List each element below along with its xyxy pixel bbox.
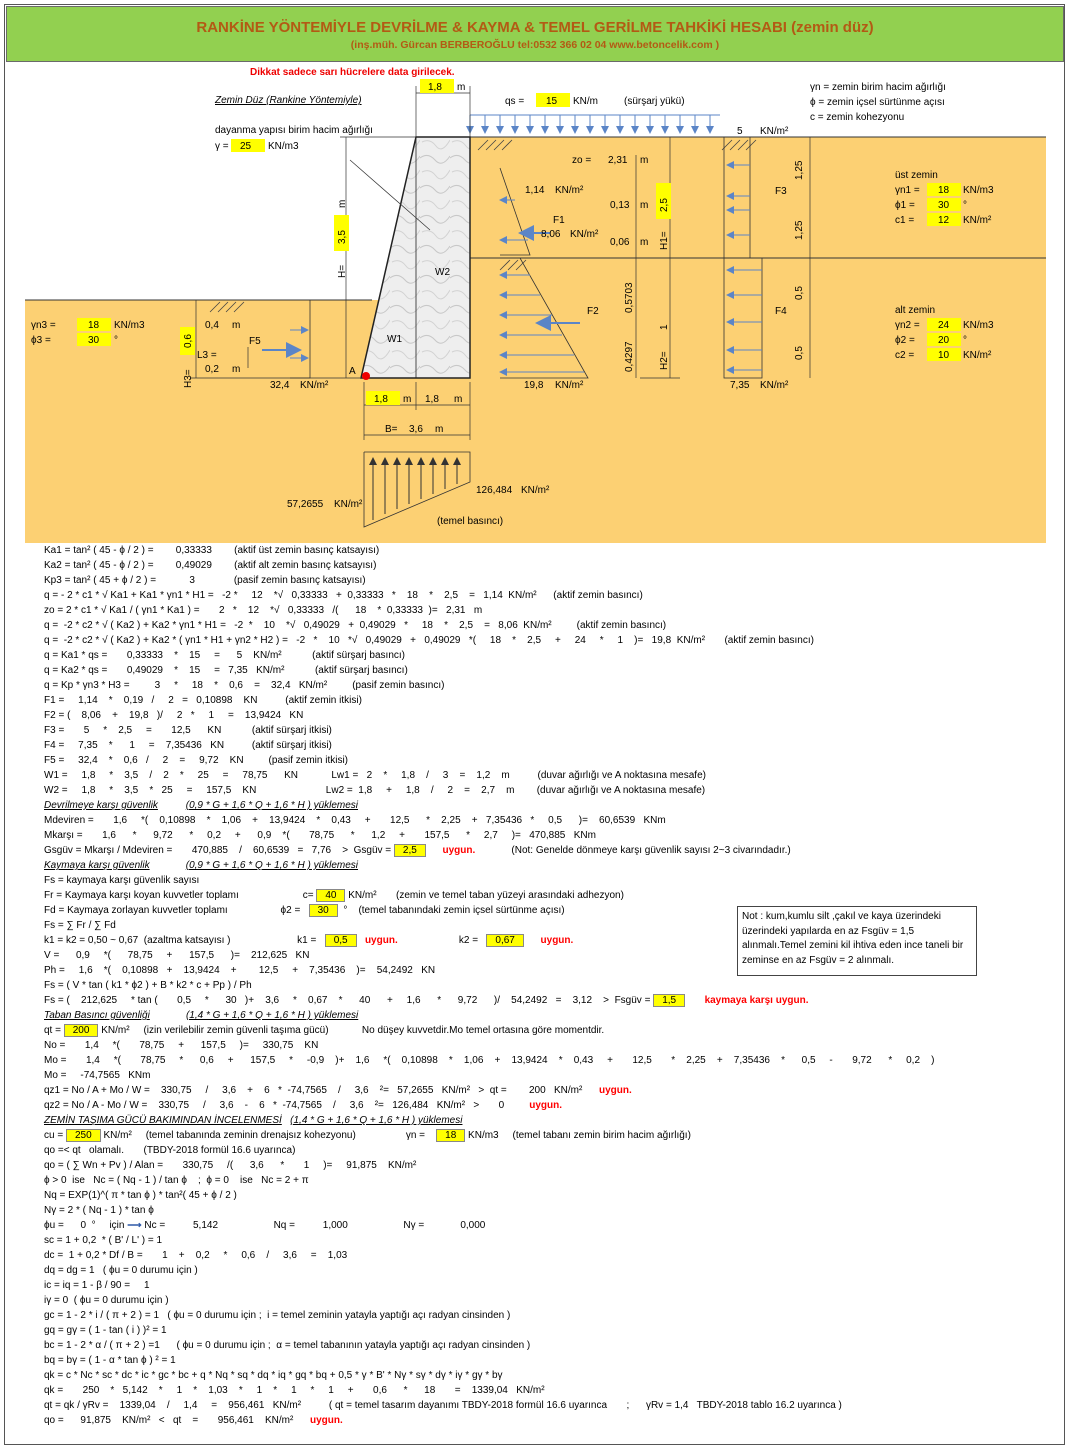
tasima-load: (1,4 * G + 1,6 * Q + 1,6 * H ) yüklemesi	[290, 1115, 463, 1126]
surcharge-top-unit: KN/m²	[760, 126, 789, 137]
lower-soil-title: alt zemin	[895, 305, 936, 316]
dim-013: 0,13	[610, 200, 630, 211]
calc-line: qo =< qt olamalı. (TBDY-2018 formül 16.6 uyarınca)	[44, 1145, 296, 1156]
wall-unit-label: dayanma yapısı birim hacim ağırlığı	[215, 125, 373, 136]
top-width-value: 1,8	[428, 82, 442, 93]
qz1-line: qz1 = No / A + Mo / W = 330,75 / 3,6 + 6 * -74,7565 / 3,6 ²= 57,2655 KN/m² > qt = 200 KN/m²	[44, 1085, 583, 1096]
front-soil-phi-value: 30	[88, 335, 100, 346]
calc-line: qk = 250 * 5,142 * 1 * 1,03 * 1 * 1 * 1 + 0,6 * 18 = 1339,04 KN/m²	[44, 1385, 545, 1396]
qt-input[interactable]: 200	[64, 1024, 99, 1037]
dim-05703: 0,5703	[624, 282, 635, 313]
calc-line: iγ = 0 ( ϕu = 0 durumu için )	[44, 1295, 169, 1306]
psur-value: 7,35	[730, 380, 750, 391]
calc-line: q = -2 * c2 * √ ( Ka2 ) + Ka2 * γn1 * H1 = -2 * 10 *√ 0,49029 + 0,49029 * 18 * 2,5 = 8,06 KN/m² (aktif zemin basıncı)	[44, 620, 667, 631]
fs-row	[44, 993, 1054, 1008]
final-ok: uygun.	[309, 1415, 343, 1426]
calc-line: W1 = 1,8 * 3,5 / 2 * 25 = 78,75 KN Lw1 = 2 * 1,8 / 3 = 1,2 m (duvar ağırlığı ve A noktasına mesafe)	[44, 770, 706, 781]
qs-unit: KN/m	[573, 96, 598, 107]
f5-label: F5	[249, 336, 261, 347]
dim-04297: 0,4297	[624, 341, 635, 372]
dim-006-unit: m	[640, 237, 649, 248]
qt-unit: KN/m²	[101, 1025, 130, 1036]
front-soil-gn-value: 18	[88, 320, 100, 331]
phi2-label: ϕ2 =	[280, 905, 301, 916]
lower-soil-phi-label: ϕ2 =	[895, 335, 915, 346]
l3-label: L3 =	[197, 350, 217, 361]
calc-line: qo = ( ∑ Wn + Pv ) / Alan = 330,75 /( 3,6 * 1 )= 91,875 KN/m²	[44, 1160, 417, 1171]
phi2-input[interactable]: 30	[309, 904, 338, 917]
calc-line: gq = gγ = ( 1 - tan ( i ) )² = 1	[44, 1325, 167, 1336]
devrilme-load: (0,9 * G + 1,6 * Q + 1,6 * H ) yüklemesi	[185, 800, 359, 811]
c-input[interactable]: 40	[316, 889, 345, 902]
kayma-heading	[44, 858, 1054, 873]
lower-soil-gn-label: γn2 =	[895, 320, 920, 331]
retaining-wall-diagram	[0, 0, 1071, 545]
legend-phi: ϕ = zemin içsel sürtünme açısı	[810, 97, 945, 108]
gsguv-ok: uygun.	[442, 845, 476, 856]
calc-line: Kp3 = tan² ( 45 + ϕ / 2 ) = 3 (pasif zemin basınç katsayısı)	[44, 575, 366, 586]
k2-ok: uygun.	[540, 935, 574, 946]
gsguv-note: (Not: Genelde dönmeye karşı güvenlik sayısı 2~3 civarındadır.)	[511, 845, 791, 856]
fs-def: Fs = kaymaya karşı güvenlik sayısı	[44, 875, 200, 886]
gn-desc: (temel tabanı zemin birim hacim ağırlığı)	[512, 1130, 691, 1141]
dim-04: 0,4	[205, 320, 219, 331]
gamma-value: 25	[240, 141, 252, 152]
lower-soil-area	[25, 378, 1046, 543]
b-label: B=	[385, 424, 398, 435]
page-title: RANKİNE YÖNTEMİYLE DEVRİLME & KAYMA & TEMEL GERİLME TAHKİKİ HESABI (zemin düz)	[196, 19, 874, 36]
upper-soil-phi-value: 30	[938, 200, 950, 211]
pbot-unit: KN/m²	[555, 380, 584, 391]
fsguv-input[interactable]: 1,5	[653, 994, 685, 1007]
phiu-line-b: Nc = 5,142 Nq = 1,000 Nγ = 0,000	[144, 1220, 486, 1231]
taban-heading	[44, 1008, 1054, 1023]
dim-013-unit: m	[640, 200, 649, 211]
p1-value: 1,14	[525, 185, 545, 196]
method-label: Zemin Düz (Rankine Yöntemiyle)	[215, 95, 362, 106]
phi2-desc: (temel tabanındaki zemin içsel sürtünme açısı)	[358, 905, 565, 916]
c-desc: (zemin ve temel taban yüzeyi arasındaki adhezyon)	[396, 890, 624, 901]
heel-unit: m	[454, 394, 463, 405]
calc-line: gc = 1 - 2 * i / ( π + 2 ) = 1 ( ϕu = 0 durumu için ; i = temel zeminin yatayla yaptığı açı radyan cinsinden )	[44, 1310, 511, 1321]
lower-soil-phi-unit: °	[963, 335, 967, 346]
b-unit: m	[435, 424, 444, 435]
upper-soil-c-value: 12	[938, 215, 950, 226]
calc-line: qk = c * Nc * sc * dc * ic * gc * bc + q * Nq * sq * dq * iq * gq * bq + 0,5 * γ * B' * Nγ * sγ * dγ * iγ * gγ * bγ	[44, 1370, 503, 1381]
front-soil-gn-label: γn3 =	[31, 320, 56, 331]
calc-line: Mo = 1,4 *( 78,75 * 0,6 + 157,5 * -0,9 )+ 1,6 *( 0,10898 * 1,06 + 13,9424 * 0,43 + 12,5 * 2,25 + 7,35436 * 0,5 - 9,72 * 0,2 )	[44, 1055, 935, 1066]
gsguv-input[interactable]: 2,5	[394, 844, 426, 857]
qt-label: qt =	[44, 1025, 61, 1036]
phi2-unit: °	[343, 905, 348, 916]
k-line: k1 = k2 = 0,50 ~ 0,67 (azaltma katsayısı )	[44, 935, 231, 946]
toe-value: 1,8	[374, 394, 388, 405]
point-a-label: A	[349, 366, 356, 377]
lower-soil-c-label: c2 =	[895, 350, 915, 361]
cu-label: cu =	[44, 1130, 64, 1141]
upper-soil-gn-value: 18	[938, 185, 950, 196]
warning-text: Dikkat sadece sarı hücrelere data girilecek.	[250, 67, 455, 78]
k2-label: k2 =	[458, 935, 479, 946]
legend-c: c = zemin kohezyonu	[810, 112, 905, 123]
calculation-sheet	[44, 543, 1054, 1428]
page-subtitle: (inş.müh. Gürcan BERBEROĞLU tel:0532 366 02 04 www.betoncelik.com )	[350, 39, 720, 51]
point-a-marker	[362, 372, 370, 380]
calc-line: W2 = 1,8 * 3,5 * 25 = 157,5 KN Lw2 = 1,8 + 1,8 / 2 = 2,7 m (duvar ağırlığı ve A noktasına mesafe)	[44, 785, 706, 796]
k2-input[interactable]: 0,67	[486, 934, 523, 947]
w1-label: W1	[387, 334, 402, 345]
qz2-ok: uygun.	[529, 1100, 563, 1111]
c-label: c=	[302, 890, 314, 901]
heel-value: 1,8	[425, 394, 439, 405]
cu-input[interactable]: 250	[66, 1129, 101, 1142]
cu-row	[44, 1128, 1054, 1143]
qz2-value: 126,484	[476, 485, 513, 496]
c-unit: KN/m²	[348, 890, 377, 901]
calc-line: Mkarşı = 1,6 * 9,72 * 0,2 + 0,9 *( 78,75 * 1,2 + 157,5 * 2,7 )= 470,885 KNm	[44, 830, 596, 841]
fr-row	[44, 888, 1054, 903]
final-row	[44, 1413, 1054, 1428]
h2-label: H2=	[659, 351, 670, 370]
qt-row	[44, 1023, 1054, 1038]
kayma-load: (0,9 * G + 1,6 * Q + 1,6 * H ) yüklemesi	[185, 860, 359, 871]
calc-line: ic = iq = 1 - β / 90 = 1	[44, 1280, 150, 1291]
qt-desc: (izin verilebilir zemin güvenli taşıma gücü) No düşey kuvvetdir.Mo temel ortasına göre momentdir.	[143, 1025, 605, 1036]
upper-soil-phi-unit: °	[963, 200, 967, 211]
phiu-line-a: ϕu = 0 ° için	[44, 1220, 125, 1231]
taban-load: (1,4 * G + 1,6 * Q + 1,6 * H ) yüklemesi	[185, 1010, 359, 1021]
upper-soil-title: üst zemin	[895, 170, 938, 181]
calc-line: V = 0,9 *( 78,75 + 157,5 )= 212,625 KN	[44, 950, 310, 961]
qz2-line: qz2 = No / A - Mo / W = 330,75 / 3,6 - 6 * -74,7565 / 3,6 ²= 126,484 KN/m² > 0	[44, 1100, 505, 1111]
upper-soil-gn-label: γn1 =	[895, 185, 920, 196]
calc-line: No = 1,4 *( 78,75 + 157,5 )= 330,75 KN	[44, 1040, 319, 1051]
calc-line: q = Ka2 * qs = 0,49029 * 15 = 7,35 KN/m² (aktif sürşarj basıncı)	[44, 665, 408, 676]
calc-line: sc = 1 + 0,2 * ( B' / L' ) = 1	[44, 1235, 163, 1246]
tasima-title: ZEMİN TAŞIMA GÜCÜ BAKIMINDAN İNCELENMESİ	[44, 1115, 282, 1126]
upper-soil-phi-label: ϕ1 =	[895, 200, 915, 211]
calc-line: Nq = EXP(1)^( π * tan ϕ ) * tan²( 45 + ϕ / 2 )	[44, 1190, 237, 1201]
h1-value: 2,5	[659, 198, 670, 212]
fs-note-box: Not : kum,kumlu silt ,çakıl ve kaya üzerindeki üzerindeki yapılarda en az Fsgüv = 1,5 alınmalı.Temel zemini kil ihtiva eden ince taneli bir zeminse en az Fsgüv = 2 alınmalı.	[737, 906, 977, 976]
qz2-row	[44, 1098, 1054, 1113]
dim-05b: 0,5	[794, 346, 805, 360]
gamma-unit: KN/m3	[268, 141, 299, 152]
calc-line: q = - 2 * c1 * √ Ka1 + Ka1 * γn1 * H1 = -2 * 12 *√ 0,33333 + 0,33333 * 18 * 2,5 = 1,14 KN/m² (aktif zemin basıncı)	[44, 590, 643, 601]
h-label: H=	[337, 264, 348, 278]
front-soil-gn-unit: KN/m3	[114, 320, 145, 331]
p2-value: 8,06	[541, 229, 561, 240]
cu-desc: (temel tabanında zeminin drenajsız kohezyonu)	[145, 1130, 356, 1141]
dim-006: 0,06	[610, 237, 630, 248]
wall-body	[361, 137, 470, 378]
gsguv-row	[44, 843, 1054, 858]
calc-line: q = Ka1 * qs = 0,33333 * 15 = 5 KN/m² (aktif sürşarj basıncı)	[44, 650, 405, 661]
fs-line: Fs = ( 212,625 * tan ( 0,5 * 30 )+ 3,6 * 0,67 * 40 + 1,6 * 9,72 )/ 54,2492 = 3,12 > Fsgüv =	[44, 995, 651, 1006]
kayma-title: Kaymaya karşı güvenlik	[44, 860, 150, 871]
taban-title: Taban Basıncı güvenliği	[44, 1010, 150, 1021]
top-width-unit: m	[457, 82, 466, 93]
calc-line: bq = bγ = ( 1 - α * tan ϕ ) ² = 1	[44, 1355, 176, 1366]
calc-line: Mo = -74,7565 KNm	[44, 1070, 151, 1081]
calc-line: Fs = ( V * tan ( k1 * ϕ2 ) + B * k2 * c + Pp ) / Ph	[44, 980, 252, 991]
dim-04-unit: m	[232, 320, 241, 331]
base-pressure-label: (temel basıncı)	[437, 516, 504, 527]
fs-ok: kaymaya karşı uygun.	[704, 995, 809, 1006]
qz2-unit: KN/m²	[521, 485, 550, 496]
calc-line: F1 = 1,14 * 0,19 / 2 = 0,10898 KN (aktif zemin itkisi)	[44, 695, 362, 706]
zo-value: 2,31	[608, 155, 628, 166]
w2-label: W2	[435, 267, 450, 278]
h-value: 3,5	[337, 230, 348, 244]
surcharge-top-value: 5	[737, 126, 743, 137]
qs-desc: (sürşarj yükü)	[624, 96, 685, 107]
cu-unit: KN/m²	[103, 1130, 132, 1141]
phiu-row	[44, 1218, 1054, 1233]
calc-line: dq = dg = 1 ( ϕu = 0 durumu için )	[44, 1265, 198, 1276]
arrow-right-icon: ⟶	[127, 1220, 142, 1231]
final-line: qo = 91,875 KN/m² < qt = 956,461 KN/m²	[44, 1415, 294, 1426]
fd-def: Fd = Kaymaya zorlayan kuvvetler toplamı	[44, 905, 228, 916]
qs-value: 15	[546, 96, 558, 107]
h1-label: H1=	[659, 231, 670, 250]
dim-125a: 1,25	[794, 160, 805, 180]
h3-label: H3=	[183, 369, 194, 388]
lower-soil-gn-value: 24	[938, 320, 950, 331]
b-value: 3,6	[409, 424, 423, 435]
f2-label: F2	[587, 306, 599, 317]
k1-label: k1 =	[297, 935, 317, 946]
devrilme-title: Devrilmeye karşı güvenlik	[44, 800, 158, 811]
dim-02: 0,2	[205, 364, 219, 375]
calc-line: Nγ = 2 * ( Nq - 1 ) * tan ϕ	[44, 1205, 154, 1216]
gn-unit: KN/m3	[468, 1130, 499, 1141]
gn-input[interactable]: 18	[436, 1129, 465, 1142]
calc-line: Ka1 = tan² ( 45 - ϕ / 2 ) = 0,33333 (aktif üst zemin basınç katsayısı)	[44, 545, 380, 556]
legend-gamma: γn = zemin birim hacim ağırlığı	[810, 82, 946, 93]
gamma-label: γ =	[215, 141, 229, 152]
upper-soil-gn-unit: KN/m3	[963, 185, 994, 196]
pp-value: 32,4	[270, 380, 290, 391]
qz1-value: 57,2655	[287, 499, 324, 510]
front-soil-phi-label: ϕ3 =	[31, 335, 51, 346]
qz1-row	[44, 1083, 1054, 1098]
zo-unit: m	[640, 155, 649, 166]
calc-line: Ph = 1,6 *( 0,10898 + 13,9424 + 12,5 + 7,35436 )= 54,2492 KN	[44, 965, 436, 976]
fr-def: Fr = Kaymaya karşı koyan kuvvetler toplamı	[44, 890, 239, 901]
qz1-ok: uygun.	[599, 1085, 632, 1096]
calc-line: F3 = 5 * 2,5 = 12,5 KN (aktif sürşarj itkisi)	[44, 725, 332, 736]
pbot-value: 19,8	[524, 380, 544, 391]
upper-soil-c-unit: KN/m²	[963, 215, 992, 226]
lower-soil-gn-unit: KN/m3	[963, 320, 994, 331]
calc-line: dc = 1 + 0,2 * Df / B = 1 + 0,2 * 0,6 / 3,6 = 1,03	[44, 1250, 348, 1261]
dim-05a: 0,5	[794, 286, 805, 300]
gsguv-line: Gsgüv = Mkarşı / Mdeviren = 470,885 / 60,6539 = 7,76 > Gsgüv =	[44, 845, 392, 856]
calc-line: bc = 1 - 2 * α / ( π + 2 ) =1 ( ϕu = 0 durumu için ; α = temel tabanının yatayla yaptığı açı radyan cinsinden )	[44, 1340, 531, 1351]
calc-line: q = Kp * γn3 * H3 = 3 * 18 * 0,6 = 32,4 KN/m² (pasif zemin basıncı)	[44, 680, 445, 691]
f4-label: F4	[775, 306, 787, 317]
gn-label: γn =	[405, 1130, 426, 1141]
qs-label: qs =	[505, 96, 525, 107]
p1-unit: KN/m²	[555, 185, 584, 196]
devrilme-heading	[44, 798, 1054, 813]
dim-02-unit: m	[232, 364, 241, 375]
qz1-unit: KN/m²	[334, 499, 363, 510]
h2-value: 1	[659, 324, 670, 330]
calc-line: q = -2 * c2 * √ ( Ka2 ) + Ka2 * ( γn1 * H1 + γn2 * H2 ) = -2 * 10 *√ 0,49029 + 0,49029 *( 18 * 2,5 + 24 * 1 )= 19,8 KN/m² (aktif zemin basıncı)	[44, 635, 814, 646]
tasima-heading	[44, 1113, 1054, 1128]
calc-line: zo = 2 * c1 * √ Ka1 / ( γn1 * Ka1 ) = 2 * 12 *√ 0,33333 /( 18 * 0,33333 )= 2,31 m	[44, 605, 483, 616]
p2-unit: KN/m²	[570, 229, 599, 240]
calc-line: Mdeviren = 1,6 *( 0,10898 * 1,06 + 13,9424 * 0,43 + 12,5 * 2,25 + 7,35436 * 0,5 )= 60,6539 KNm	[44, 815, 666, 826]
pp-unit: KN/m²	[300, 380, 329, 391]
toe-unit: m	[403, 394, 412, 405]
calc-line: ϕ > 0 ise Nc = ( Nq - 1 ) / tan ϕ ; ϕ = 0 ise Nc = 2 + π	[44, 1175, 309, 1186]
f1-label: F1	[553, 215, 565, 226]
calc-line: F5 = 32,4 * 0,6 / 2 = 9,72 KN (pasif zemin itkisi)	[44, 755, 349, 766]
zo-label: zo =	[572, 155, 592, 166]
front-soil-phi-unit: °	[114, 335, 118, 346]
h3-value: 0,6	[183, 334, 194, 348]
dim-125b: 1,25	[794, 220, 805, 240]
upper-soil-c-label: c1 =	[895, 215, 915, 226]
lower-soil-phi-value: 20	[938, 335, 950, 346]
calc-line: F2 = ( 8,06 + 19,8 )/ 2 * 1 = 13,9424 KN	[44, 710, 304, 721]
calc-line: F4 = 7,35 * 1 = 7,35436 KN (aktif sürşarj itkisi)	[44, 740, 332, 751]
lower-soil-c-value: 10	[938, 350, 950, 361]
calc-line: qt = qk / γRv = 1339,04 / 1,4 = 956,461 KN/m² ( qt = temel tasarım dayanımı TBDY-2018 formül 16.6 uyarınca ; γRv = 1,4 TBDY-2018 tablo 16.2 uyarınca )	[44, 1400, 842, 1411]
k1-input[interactable]: 0,5	[325, 934, 357, 947]
h-unit: m	[337, 199, 348, 208]
fs-eq: Fs = ∑ Fr / ∑ Fd	[44, 920, 116, 931]
k1-ok: uygun.	[364, 935, 398, 946]
lower-soil-c-unit: KN/m²	[963, 350, 992, 361]
psur-unit: KN/m²	[760, 380, 789, 391]
f3-label: F3	[775, 186, 787, 197]
calc-line: Ka2 = tan² ( 45 - ϕ / 2 ) = 0,49029 (aktif alt zemin basınç katsayısı)	[44, 560, 377, 571]
